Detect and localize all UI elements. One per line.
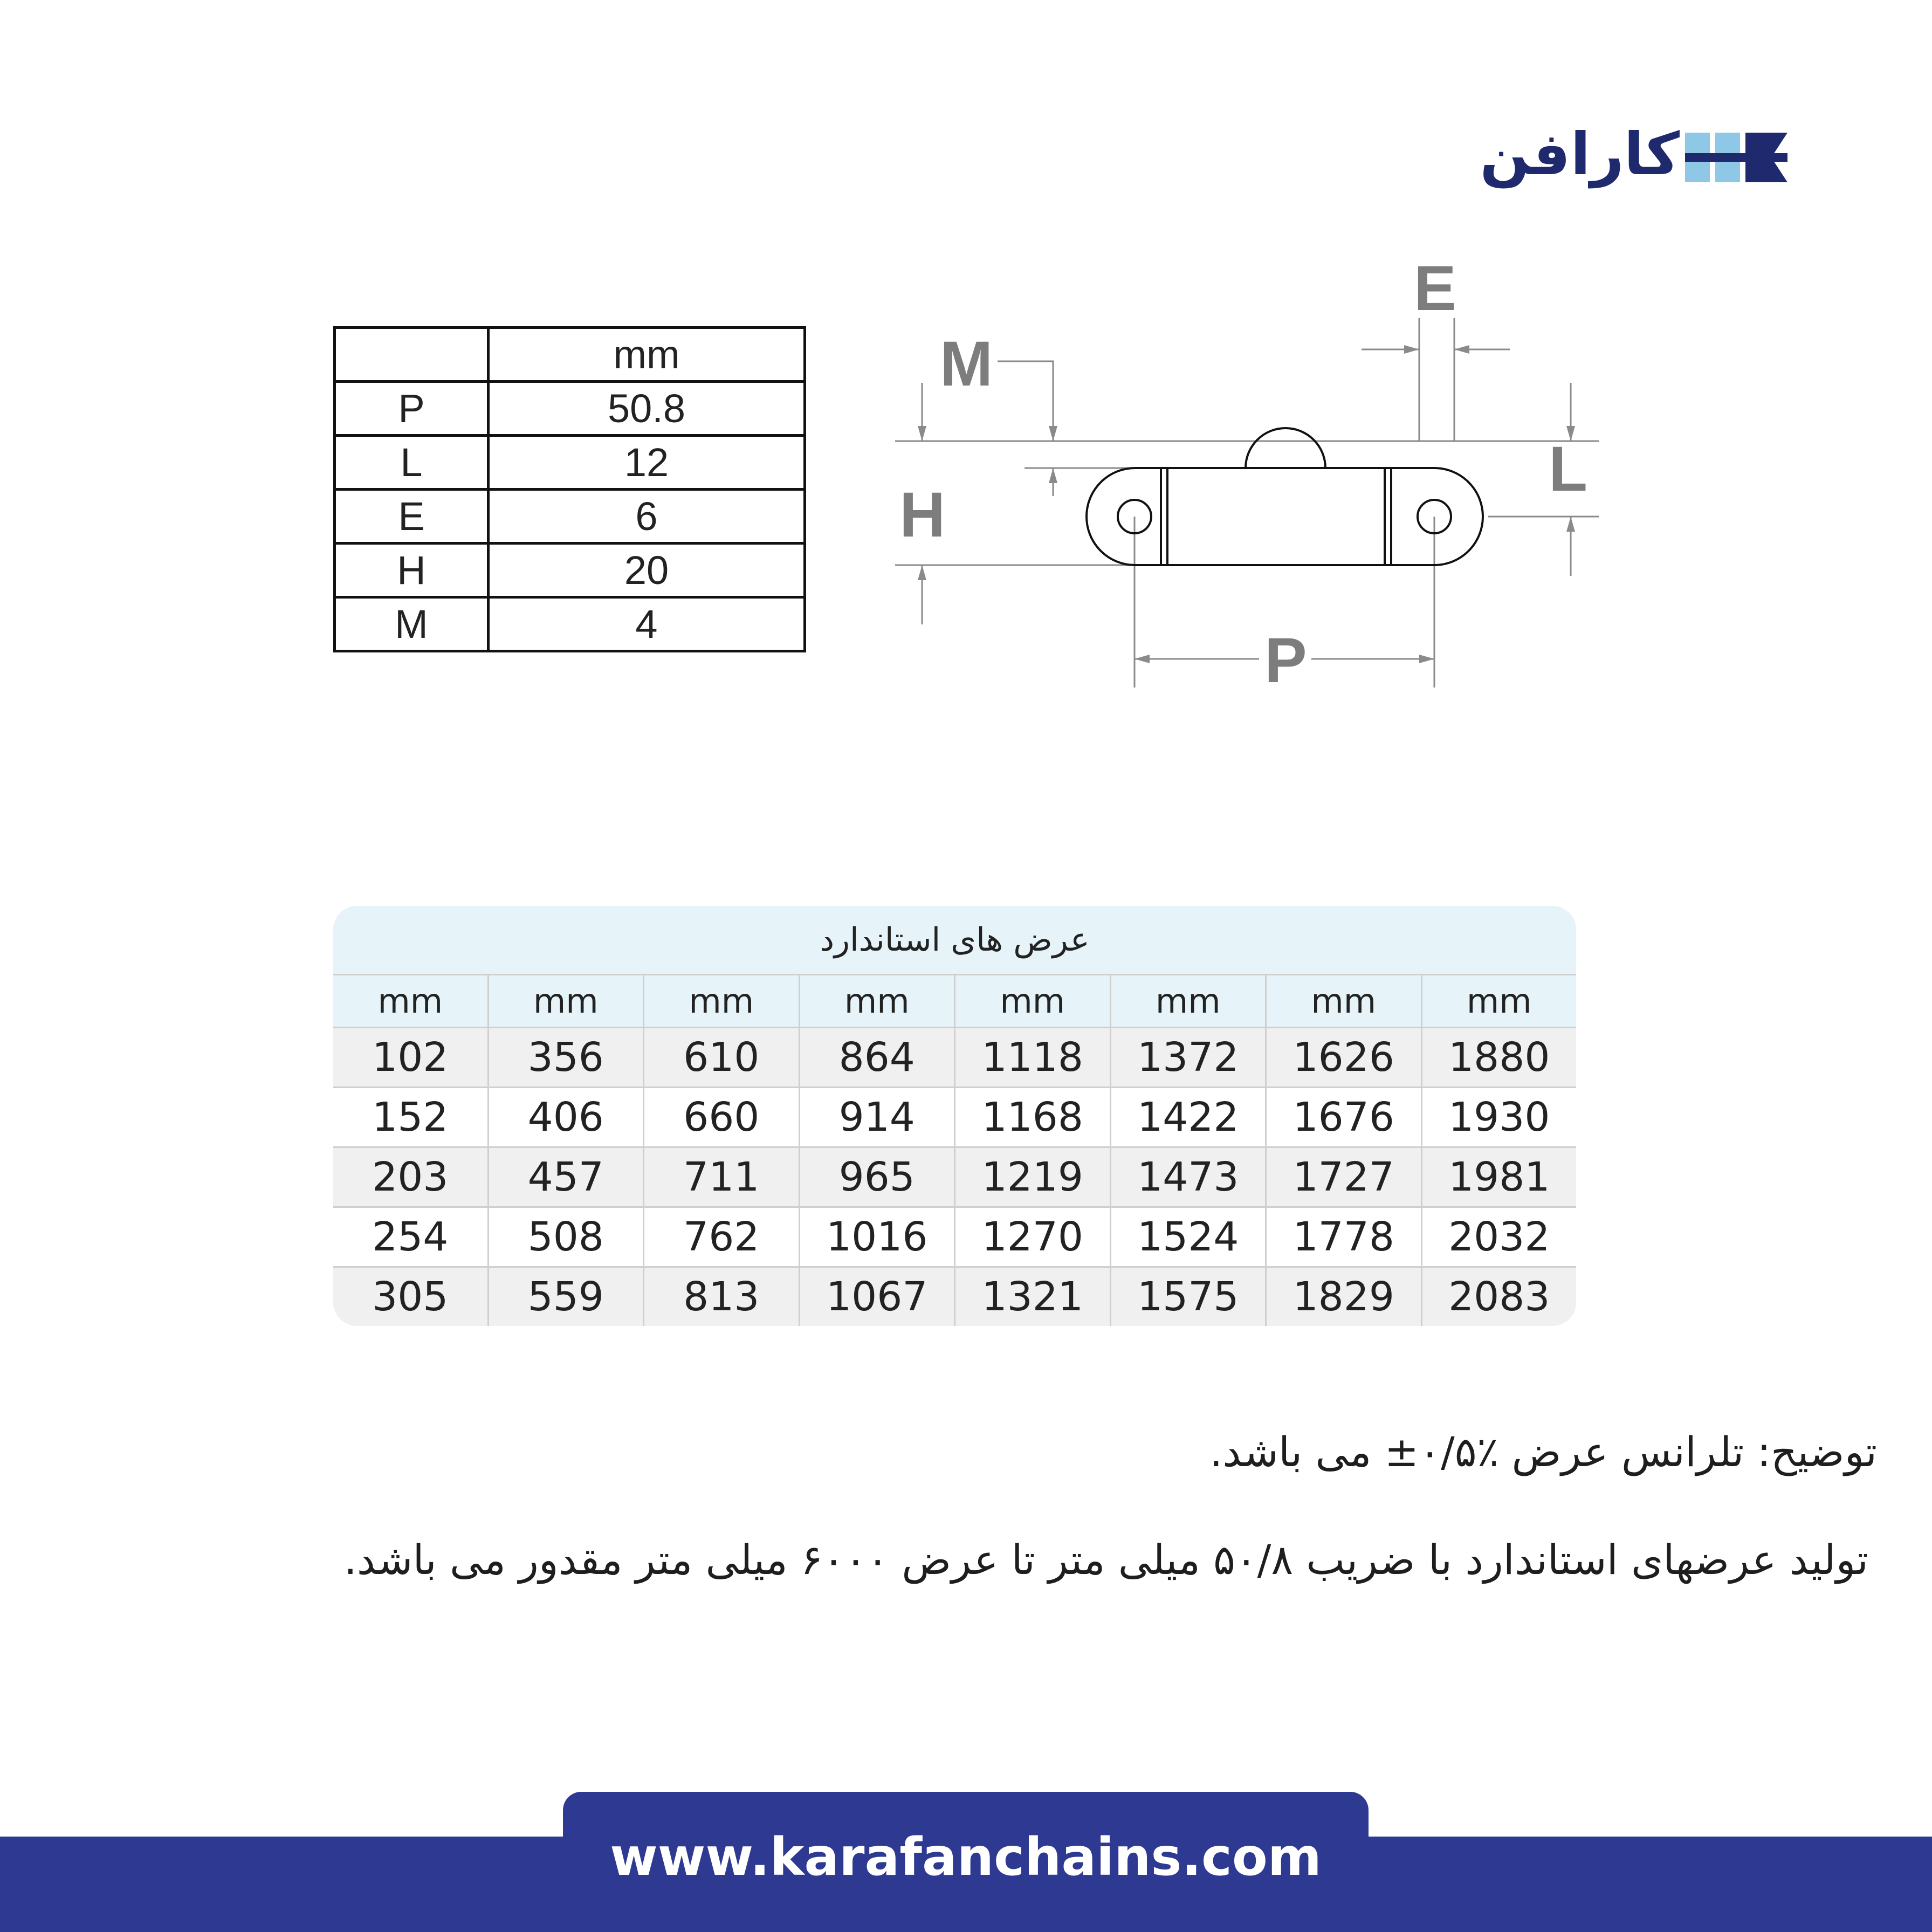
dimension-row [335, 436, 805, 490]
table-cell: 1372 [1111, 1028, 1267, 1087]
unit-cell: mm [1111, 975, 1267, 1027]
unit-cell: mm [644, 975, 800, 1027]
table-cell: 102 [333, 1028, 489, 1087]
chain-link-diagram [874, 237, 1628, 701]
table-cell: 711 [644, 1148, 800, 1206]
label-p: P [1264, 625, 1307, 696]
table-cell: 1626 [1267, 1028, 1422, 1087]
table-cell: 2083 [1448, 1274, 1550, 1320]
dimension-row [335, 490, 805, 544]
label-l: L [1549, 434, 1588, 505]
dimension-row [335, 544, 805, 597]
table-cell: 610 [644, 1028, 800, 1087]
dimension-row [335, 597, 805, 651]
dimension-key: E [335, 490, 489, 544]
label-m: M [940, 328, 993, 400]
dimension-key: H [335, 544, 489, 597]
unit-cell: mm [333, 975, 489, 1027]
production-note: تولید عرضهای استاندارد با ضریب ۵۰/۸ میلی متر تا عرض ۶۰۰۰ میلی متر مقدور می باشد. [343, 1536, 1868, 1584]
table-cell: 305 [333, 1268, 489, 1326]
standard-widths-title: عرض های استاندارد [333, 906, 1576, 975]
table-cell: 1219 [955, 1148, 1111, 1206]
table-row [333, 1268, 1576, 1326]
table-cell: 1168 [955, 1088, 1111, 1146]
unit-cell: mm [1267, 975, 1422, 1027]
dimension-key: P [335, 382, 489, 436]
table-cell: 457 [489, 1148, 645, 1206]
table-cell: 1016 [800, 1208, 956, 1266]
dimension-value: 12 [489, 436, 805, 490]
website-link[interactable]: www.karafanchains.com [610, 1827, 1322, 1887]
table-cell: 864 [800, 1028, 956, 1087]
table-cell: 2032 [1448, 1214, 1550, 1260]
table-cell: 1778 [1267, 1208, 1422, 1266]
karafan-logo-mark-icon [1685, 133, 1787, 182]
dimension-row [335, 382, 805, 436]
dimension-header-row [335, 328, 805, 382]
table-cell: 1575 [1111, 1268, 1267, 1326]
table-cell: 762 [644, 1208, 800, 1266]
table-cell: 1321 [955, 1268, 1111, 1326]
dimension-key: L [335, 436, 489, 490]
label-h: H [899, 479, 946, 551]
table-cell: 1524 [1111, 1208, 1267, 1266]
table-cell: 1829 [1267, 1268, 1422, 1326]
table-cell: 813 [644, 1268, 800, 1326]
table-cell: 406 [489, 1088, 645, 1146]
table-cell: 1880 [1448, 1034, 1550, 1081]
unit-cell: mm [1466, 981, 1532, 1021]
table-row [333, 1148, 1576, 1208]
table-cell: 1727 [1267, 1148, 1422, 1206]
table-cell: 1270 [955, 1208, 1111, 1266]
table-cell: 203 [333, 1148, 489, 1206]
table-cell: 965 [800, 1148, 956, 1206]
brand-logo [1464, 121, 1787, 190]
table-row [333, 1088, 1576, 1148]
table-row [333, 1028, 1576, 1088]
dimension-value: 6 [489, 490, 805, 544]
dimension-header-blank [335, 328, 489, 382]
table-cell: 1981 [1448, 1154, 1550, 1200]
table-cell: 508 [489, 1208, 645, 1266]
tolerance-note: توضیح: تلرانس عرض ٪۰/۵± می باشد. [1209, 1428, 1877, 1476]
label-e: E [1414, 253, 1456, 324]
dimension-value: 4 [489, 597, 805, 651]
dimension-value: 20 [489, 544, 805, 597]
dimension-value: 50.8 [489, 382, 805, 436]
unit-cell: mm [955, 975, 1111, 1027]
table-cell: 356 [489, 1028, 645, 1087]
unit-cell: mm [489, 975, 645, 1027]
table-cell: 1473 [1111, 1148, 1267, 1206]
units-row [333, 975, 1576, 1028]
table-row [333, 1208, 1576, 1268]
table-cell: 1118 [955, 1028, 1111, 1087]
dimension-header-unit: mm [489, 328, 805, 382]
table-cell: 1676 [1267, 1088, 1422, 1146]
unit-cell: mm [800, 975, 956, 1027]
dimension-table [333, 326, 806, 652]
table-cell: 1422 [1111, 1088, 1267, 1146]
table-cell: 559 [489, 1268, 645, 1326]
table-cell: 1067 [800, 1268, 956, 1326]
table-cell: 914 [800, 1088, 956, 1146]
brand-name: کارافن [1480, 121, 1680, 188]
standard-widths-table [333, 906, 1576, 1326]
table-cell: 254 [333, 1208, 489, 1266]
table-cell: 1930 [1448, 1094, 1550, 1140]
table-cell: 152 [333, 1088, 489, 1146]
table-cell: 660 [644, 1088, 800, 1146]
dimension-key: M [335, 597, 489, 651]
